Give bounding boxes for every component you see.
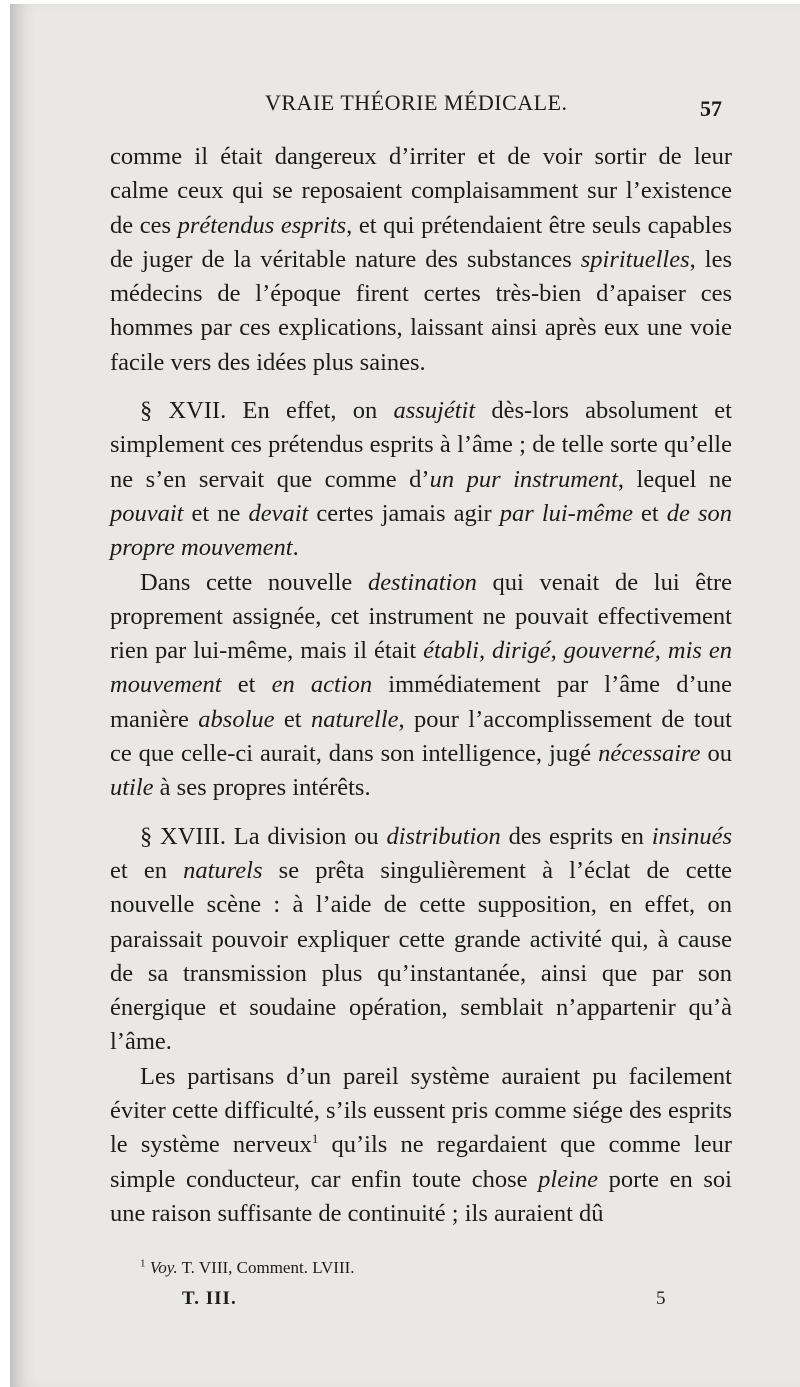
italic-run: devait — [248, 499, 309, 527]
volume-signature: T. III. — [182, 1288, 237, 1309]
footnote — [140, 1258, 355, 1278]
text-run: . — [292, 534, 299, 562]
footnote-marker: 1 — [140, 1257, 146, 1270]
text-run: immédiatement par l’âme d’une manière — [110, 671, 733, 733]
text-run: porte en soi une raison suffisante de continuité ; ils auraient dû — [110, 1165, 732, 1227]
italic-run: pleine — [538, 1165, 599, 1193]
text-run: ou — [700, 740, 732, 768]
footnote-ref: Voy. — [149, 1258, 178, 1277]
text-run: et — [221, 671, 272, 699]
italic-run: établi, dirigé, gouverné, mis en mouvement — [110, 637, 732, 699]
paragraph — [110, 820, 732, 1060]
text-run: , pour l’accomplissement de tout ce que celle-ci aurait, dans son intelligence, jugé — [110, 705, 732, 768]
italic-run: naturels — [183, 856, 263, 884]
text-run: et en — [110, 856, 184, 884]
page-number: 57 — [700, 96, 722, 121]
italic-run: un pur instrument — [429, 465, 618, 493]
text-run: , lequel ne — [617, 465, 732, 493]
text-run: et — [632, 499, 667, 527]
italic-run: par lui-même — [499, 499, 633, 527]
italic-run: naturelle — [310, 705, 399, 733]
italic-run: spirituelles — [580, 245, 690, 273]
text-run: des esprits en — [500, 822, 652, 850]
italic-run: pouvait — [110, 499, 184, 527]
running-header: VRAIE THÉORIE MÉDICALE. — [265, 90, 568, 115]
italic-run: en action — [271, 671, 373, 699]
text-run: , les médecins de l’époque firent certes très-bien d’apaiser ces hommes par ces explications, laissant ainsi après eux une voie facile vers des idées plus saines. — [110, 245, 732, 376]
italic-run: insinués — [651, 822, 732, 850]
text-run: Dans cette nouvelle — [140, 568, 368, 596]
text-run: § XVII. En effet, on — [140, 397, 394, 425]
signature-number: 5 — [656, 1288, 666, 1309]
text-run: à ses propres intérêts. — [153, 774, 371, 802]
italic-run: distribution — [386, 822, 501, 850]
italic-run: absolue — [198, 705, 275, 733]
italic-run: destination — [367, 568, 477, 596]
text-run: comme il était dangereux d’irriter et de voir sortir de leur calme ceux qui se reposaient complaisamment sur l’existence de ces — [110, 143, 732, 239]
italic-run: prétendus esprits — [177, 211, 347, 239]
italic-run: nécessaire — [598, 740, 701, 768]
footnote-text: T. VIII, Comment. LVIII. — [181, 1258, 355, 1277]
paragraph — [110, 1060, 732, 1231]
text-run: certes jamais agir — [308, 499, 500, 527]
paragraph — [110, 394, 732, 565]
italic-run: assujétit — [393, 397, 476, 425]
paragraph — [110, 140, 732, 380]
footnote-reference: 1 — [311, 1131, 319, 1147]
body-text — [110, 140, 732, 1231]
italic-run: utile — [110, 774, 154, 802]
text-run: § XVIII. La division ou — [140, 822, 387, 850]
text-run: , et qui prétendaient être seuls capables de juger de la véritable nature des substances — [110, 211, 732, 273]
paragraph — [110, 566, 732, 806]
text-run: qui venait de lui être proprement assignée, cet instrument ne pouvait effectivement rien par lui-même, mais il était — [110, 568, 733, 665]
book-page — [10, 4, 800, 1387]
text-run: Les partisans d’un pareil système auraient pu facilement éviter cette difficulté, s’ils eussent pris comme siége des esprits le système nerveux — [110, 1062, 732, 1159]
text-run: dès-lors absolument et simplement ces prétendus esprits à l’âme ; de telle sorte qu’elle ne s’en servait que comme d’ — [110, 397, 732, 493]
italic-run: de son propre mouvement — [110, 499, 732, 562]
text-run: et — [274, 705, 311, 733]
text-run: se prêta singulièrement à l’éclat de cette nouvelle scène : à l’aide de cette supposition, en effet, on paraissait pouvoir expliquer cette grande activité qui, à cause de sa transmission plus qu’instantanée, ainsi que par son énergique et soudaine opération, semblait n’appartenir qu’à l’âme. — [110, 856, 732, 1056]
text-run: qu’ils ne regardaient que comme leur simple conducteur, car enfin toute chose — [110, 1131, 732, 1193]
text-run: et ne — [183, 499, 249, 527]
